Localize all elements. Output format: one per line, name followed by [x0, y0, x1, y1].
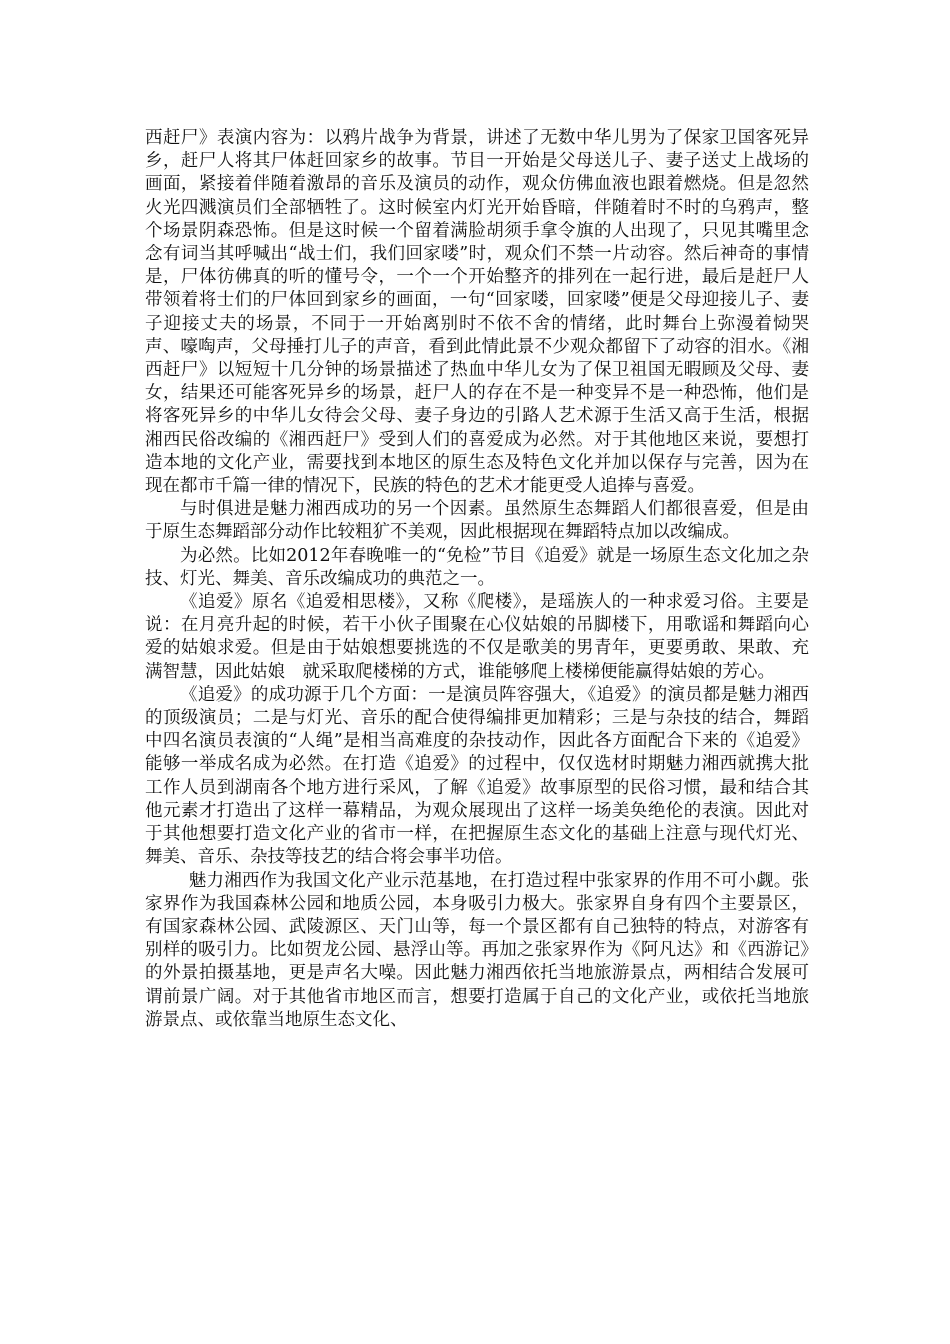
paragraph-spring-gala: 为必然。比如2012年春晚唯一的“免检”节目《追爱》就是一场原生态文化加之杂技、灯光、舞美、音乐改编成功的典范之一。: [145, 545, 809, 589]
document-page: [145, 127, 809, 1032]
paragraph-zhuiai-success: 《追爱》的成功源于几个方面：一是演员阵容强大，《追爱》的演员都是魅力湘西的顶级演员；二是与灯光、音乐的配合使得编排更加精彩；三是与杂技的结合，舞蹈中四名演员表演的“人绳”是相当高难度的杂技动作，因此各方面配合下来的《追爱》能够一举成名成为必然。在打造《追爱》的过程中，仅仅选材时期魅力湘西就携大批工作人员到湖南各个地方进行采风，了解《追爱》故事原型的民俗习惯，最和结合其他元素才打造出了这样一幕精品，为观众展现出了这样一场美奂绝伦的表演。因此对于其他想要打造文化产业的省市一样，在把握原生态文化的基础上注意与现代灯光、舞美、音乐、杂技等技艺的结合将会事半功倍。: [145, 684, 809, 868]
paragraph-keeping-pace: 与时俱进是魅力湘西成功的另一个因素。虽然原生态舞蹈人们都很喜爱，但是由于原生态舞蹈部分动作比较粗犷不美观，因此根据现在舞蹈特点加以改编成。: [145, 499, 809, 543]
paragraph-zhangjiajie: 魅力湘西作为我国文化产业示范基地，在打造过程中张家界的作用不可小觑。张家界作为我国森林公园和地质公园，本身吸引力极大。张家界自身有四个主要景区，有国家森林公园、武陵源区、天门山等，每一个景区都有自己独特的特点，对游客有别样的吸引力。比如贺龙公园、悬浮山等。再加之张家界作为《阿凡达》和《西游记》的外景拍摄基地，更是声名大噪。因此魅力湘西依托当地旅游景点，两相结合发展可谓前景广阔。对于其他省市地区而言，想要打造属于自己的文化产业，或依托当地旅游景点、或依靠当地原生态文化、: [145, 870, 809, 1030]
paragraph-zhuiai-origin: 《追爱》原名《追爱相思楼》，又称《爬楼》，是瑶族人的一种求爱习俗。主要是说：在月亮升起的时候，若干小伙子围聚在心仪姑娘的吊脚楼下，用歌谣和舞蹈向心爱的姑娘求爱。但是由于姑娘想要挑选的不仅是歌美的男青年，更要勇敢、果敢、充满智慧，因此姑娘 就采取爬楼梯的方式，谁能够爬上楼梯便能赢得姑娘的芳心。: [145, 592, 809, 682]
paragraph-xiangxi-ganshi: 西赶尸》表演内容为：以鸦片战争为背景，讲述了无数中华儿男为了保家卫国客死异乡，赶尸人将其尸体赶回家乡的故事。节目一开始是父母送儿子、妻子送丈上战场的画面，紧接着伴随着激昂的音乐及演员的动作，观众仿佛血液也跟着燃烧。但是忽然火光四溅演员们全部牺牲了。这时候室内灯光开始昏暗，伴随着时不时的乌鸦声，整个场景阴森恐怖。但是这时候一个留着满脸胡须手拿令旗的人出现了，只见其嘴里念念有词当其呼喊出“战士们，我们回家喽”时，观众们不禁一片动容。然后神奇的事情是，尸体彷佛真的听的懂号令，一个一个开始整齐的排列在一起行进，最后是赶尸人带领着将士们的尸体回到家乡的画面，一句“回家喽，回家喽”便是父母迎接儿子、妻子迎接丈夫的场景，不同于一开始离别时不依不舍的情绪，此时舞台上弥漫着恸哭声、嚎啕声，父母捶打儿子的声音，看到此情此景不少观众都留下了动容的泪水。《湘西赶尸》以短短十几分钟的场景描述了热血中华儿女为了保卫祖国无暇顾及父母、妻女，结果还可能客死异乡的场景，赶尸人的存在不是一种变异不是一种恐怖，他们是将客死异乡的中华儿女待会父母、妻子身边的引路人艺术源于生活又高于生活，根据湘西民俗改编的《湘西赶尸》受到人们的喜爱成为必然。对于其他地区来说，要想打造本地的文化产业，需要找到本地区的原生态及特色文化并加以保存与完善，因为在现在都市千篇一律的情况下，民族的特色的艺术才能更受人追捧与喜爱。: [145, 128, 809, 497]
